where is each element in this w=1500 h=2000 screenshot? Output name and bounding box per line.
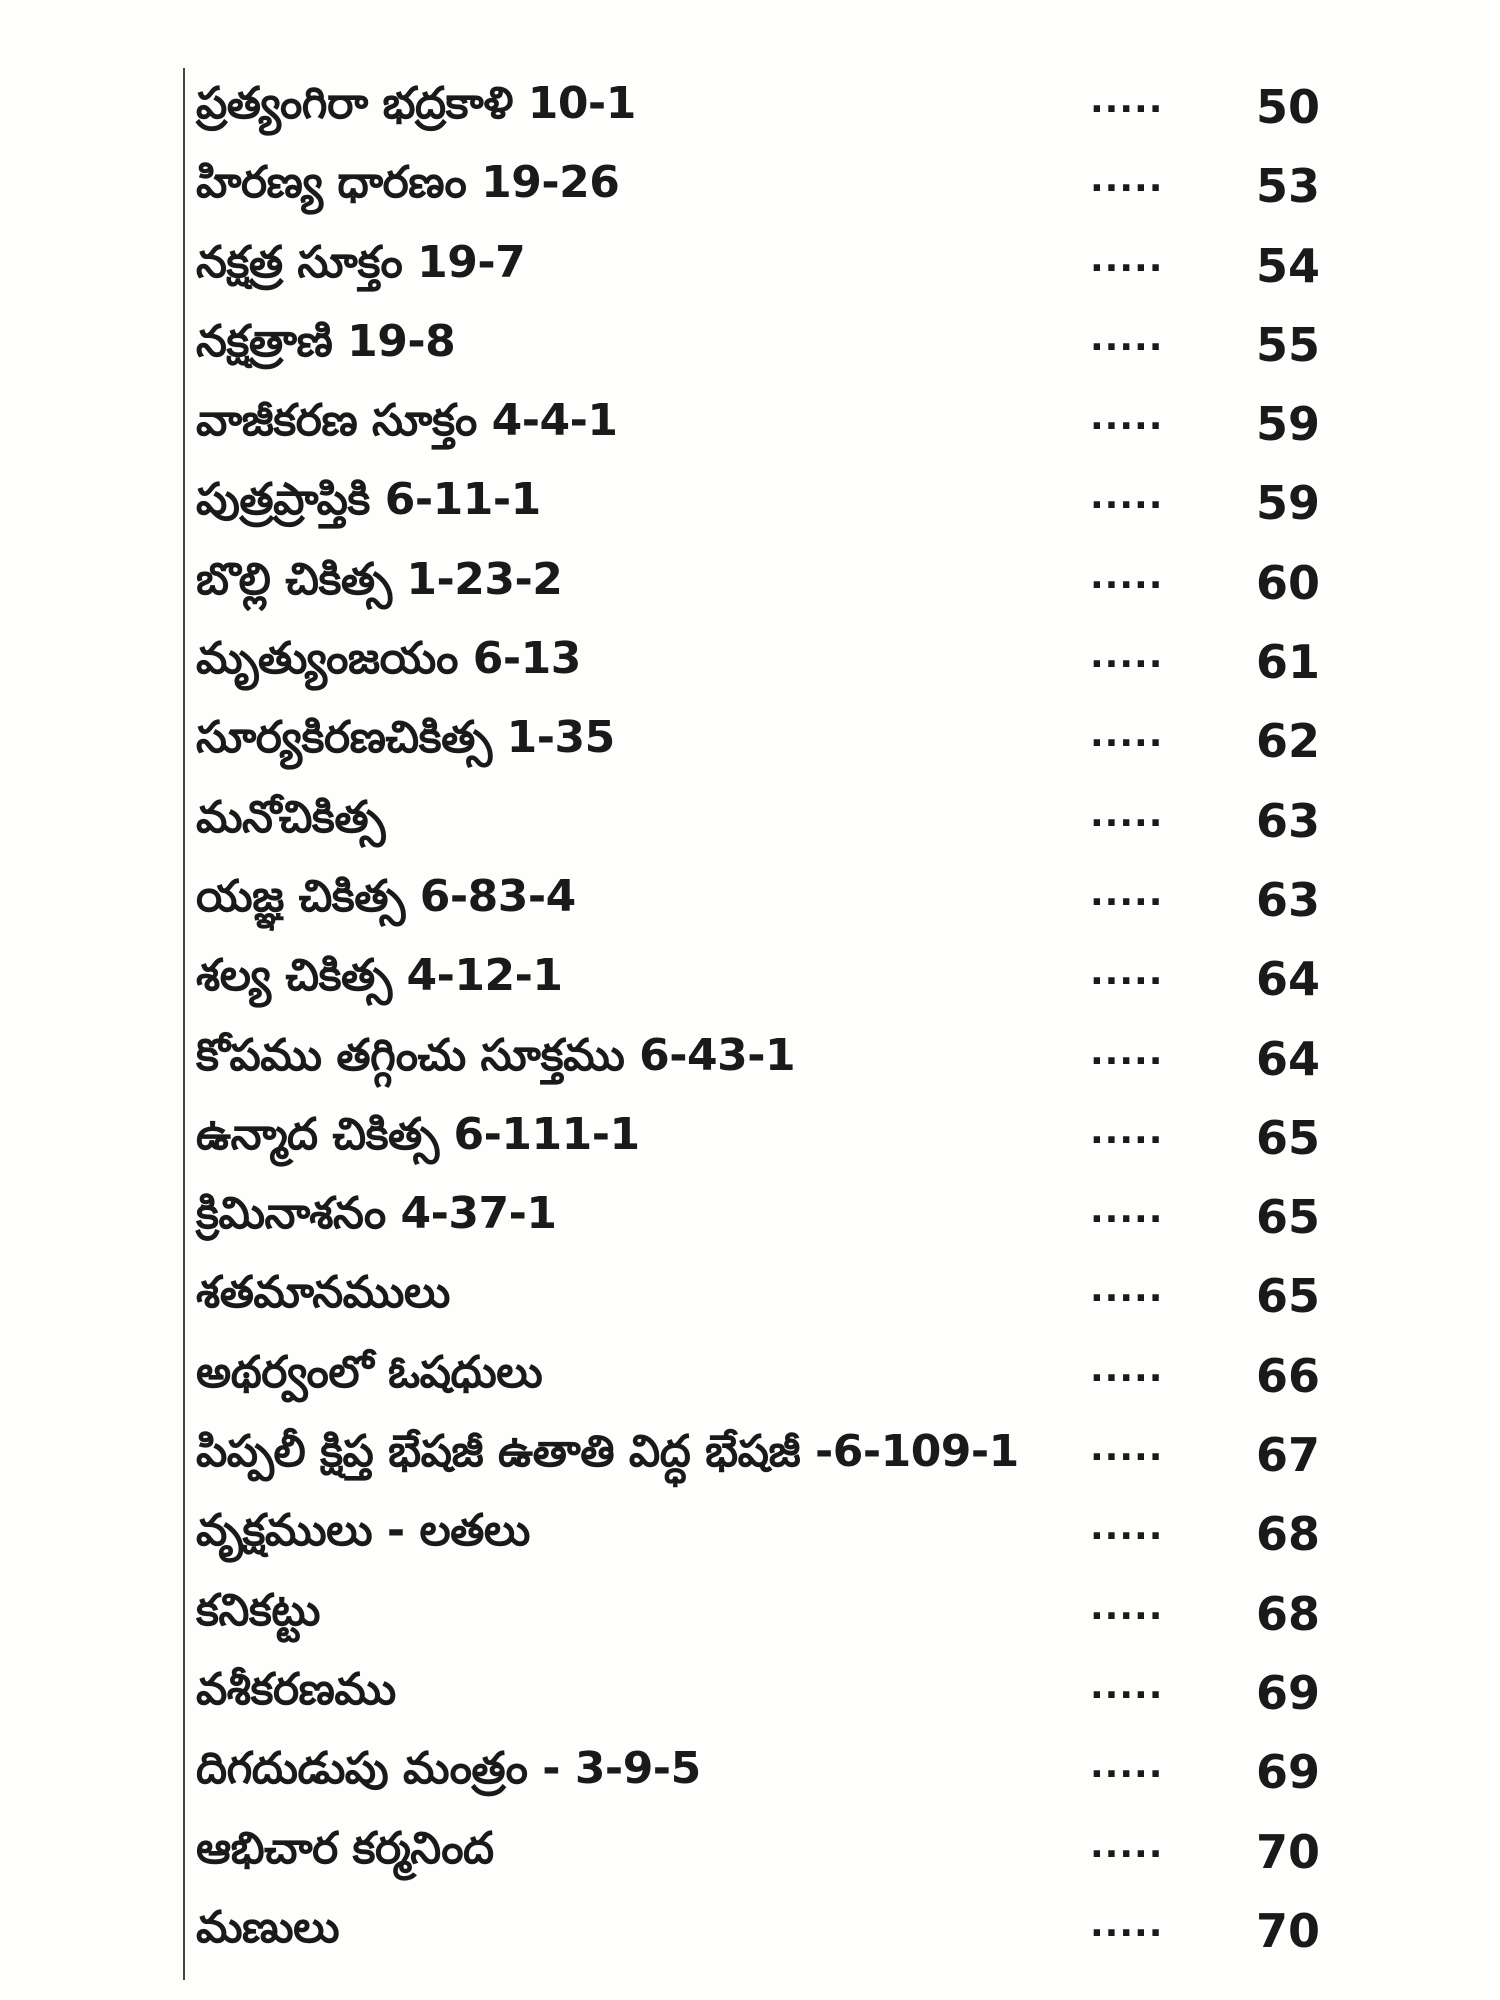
toc-entry	[190, 1024, 1370, 1103]
toc-entry-title: నక్షత్రాణి 19-8	[196, 315, 456, 367]
table-of-contents	[190, 72, 1370, 1975]
toc-entry	[190, 468, 1370, 547]
toc-page-number: 60	[1255, 555, 1320, 610]
toc-leader: .....	[1090, 1110, 1164, 1152]
toc-page-number: 69	[1255, 1745, 1320, 1800]
toc-page-number: 55	[1255, 317, 1320, 372]
toc-leader: .....	[1090, 635, 1164, 677]
toc-entry	[190, 786, 1370, 865]
toc-entry-title: దిగదుడుపు మంత్రం - 3-9-5	[196, 1743, 701, 1795]
toc-leader: .....	[1090, 317, 1164, 359]
toc-page-number: 59	[1255, 397, 1320, 452]
toc-page-number: 65	[1255, 1110, 1320, 1165]
toc-entry-title: ఉన్మాద చికిత్స 6-111-1	[196, 1108, 640, 1160]
toc-entry	[190, 1261, 1370, 1340]
toc-leader: .....	[1090, 555, 1164, 597]
toc-leader: .....	[1090, 872, 1164, 914]
toc-entry	[190, 1658, 1370, 1737]
toc-entry	[190, 1182, 1370, 1261]
toc-page-number: 59	[1255, 476, 1320, 531]
toc-entry	[190, 548, 1370, 627]
toc-entry-title: మృత్యుంజయం 6-13	[196, 633, 581, 685]
toc-leader: .....	[1090, 1348, 1164, 1390]
toc-page-number: 70	[1255, 1824, 1320, 1879]
toc-page-number: 68	[1255, 1586, 1320, 1641]
toc-leader: .....	[1090, 1903, 1164, 1945]
toc-leader: .....	[1090, 952, 1164, 994]
toc-leader: .....	[1090, 397, 1164, 439]
toc-leader: .....	[1090, 1665, 1164, 1707]
toc-page-number: 65	[1255, 1269, 1320, 1324]
toc-entry-title: పిప్పలీ క్షిప్త భేషజీ ఉతాతి విద్ధ భేషజీ -6-109-1	[196, 1426, 1019, 1478]
toc-leader: .....	[1090, 1745, 1164, 1787]
toc-entry-title: యజ్ఞ చికిత్స 6-83-4	[196, 870, 576, 922]
toc-leader: .....	[1090, 714, 1164, 756]
toc-entry-title: పుత్రప్రాప్తికి 6-11-1	[196, 474, 541, 526]
toc-entry	[190, 231, 1370, 310]
toc-page-number: 64	[1255, 952, 1320, 1007]
toc-leader: .....	[1090, 238, 1164, 280]
toc-entry-title: వాజీకరణ సూక్తం 4-4-1	[196, 395, 618, 447]
toc-page-number: 63	[1255, 793, 1320, 848]
toc-page-number: 61	[1255, 635, 1320, 690]
toc-entry-title: బొల్లి చికిత్స 1-23-2	[196, 553, 563, 605]
toc-page-number: 70	[1255, 1903, 1320, 1958]
toc-page-number: 62	[1255, 714, 1320, 769]
toc-entry-title: అథర్వంలో ఓషధులు	[196, 1346, 543, 1398]
toc-leader: .....	[1090, 1269, 1164, 1311]
toc-leader: .....	[1090, 1428, 1164, 1470]
toc-entry	[190, 389, 1370, 468]
toc-entry	[190, 1579, 1370, 1658]
toc-entry	[190, 1817, 1370, 1896]
toc-entry-title: ఆభిచార కర్మనింద	[196, 1822, 494, 1874]
toc-entry	[190, 1420, 1370, 1499]
toc-entry-title: వృక్షములు - లతలు	[196, 1505, 530, 1557]
toc-leader: .....	[1090, 1824, 1164, 1866]
toc-leader: .....	[1090, 1031, 1164, 1073]
toc-page-number: 64	[1255, 1031, 1320, 1086]
toc-entry	[190, 1499, 1370, 1578]
toc-leader: .....	[1090, 1190, 1164, 1232]
toc-page-number: 69	[1255, 1665, 1320, 1720]
toc-page-number: 53	[1255, 159, 1320, 214]
toc-entry	[190, 1341, 1370, 1420]
toc-entry-title: కనికట్టు	[196, 1584, 321, 1636]
toc-page-number: 54	[1255, 238, 1320, 293]
toc-leader: .....	[1090, 1586, 1164, 1628]
toc-leader: .....	[1090, 80, 1164, 121]
toc-entry	[190, 627, 1370, 706]
toc-entry-title: మనోచికిత్స	[196, 791, 386, 843]
toc-page-number: 67	[1255, 1428, 1320, 1483]
toc-entry-title: మణులు	[196, 1901, 340, 1953]
toc-page-number: 68	[1255, 1507, 1320, 1562]
toc-entry-title: ప్రత్యంగిరా భద్రకాళి 10-1	[196, 78, 636, 129]
toc-entry-title: శతమానములు	[196, 1267, 450, 1319]
toc-entry-title: క్రిమినాశనం 4-37-1	[196, 1188, 557, 1240]
toc-entry-title: నక్షత్ర సూక్తం 19-7	[196, 236, 526, 288]
toc-entry	[190, 310, 1370, 389]
toc-entry-title: వశీకరణము	[196, 1663, 396, 1715]
toc-entry-title: హిరణ్య ధారణం 19-26	[196, 157, 620, 209]
toc-entry	[190, 865, 1370, 944]
toc-leader: .....	[1090, 793, 1164, 835]
toc-entry	[190, 1103, 1370, 1182]
toc-leader: .....	[1090, 476, 1164, 518]
toc-entry	[190, 1737, 1370, 1816]
toc-entry	[190, 1896, 1370, 1975]
toc-page-number: 50	[1255, 80, 1320, 134]
toc-entry-title: కోపము తగ్గించు సూక్తము 6-43-1	[196, 1029, 796, 1081]
toc-entry	[190, 706, 1370, 785]
toc-entry	[190, 151, 1370, 230]
toc-entry	[190, 944, 1370, 1023]
toc-entry-title: సూర్యకిరణచికిత్స 1-35	[196, 712, 615, 764]
toc-page-number: 66	[1255, 1348, 1320, 1403]
toc-page-number: 65	[1255, 1190, 1320, 1245]
toc-entry	[190, 72, 1370, 151]
toc-entry-title: శల్య చికిత్స 4-12-1	[196, 950, 563, 1002]
toc-page-number: 63	[1255, 872, 1320, 927]
margin-rule	[183, 68, 185, 1980]
toc-leader: .....	[1090, 1507, 1164, 1549]
toc-leader: .....	[1090, 159, 1164, 201]
